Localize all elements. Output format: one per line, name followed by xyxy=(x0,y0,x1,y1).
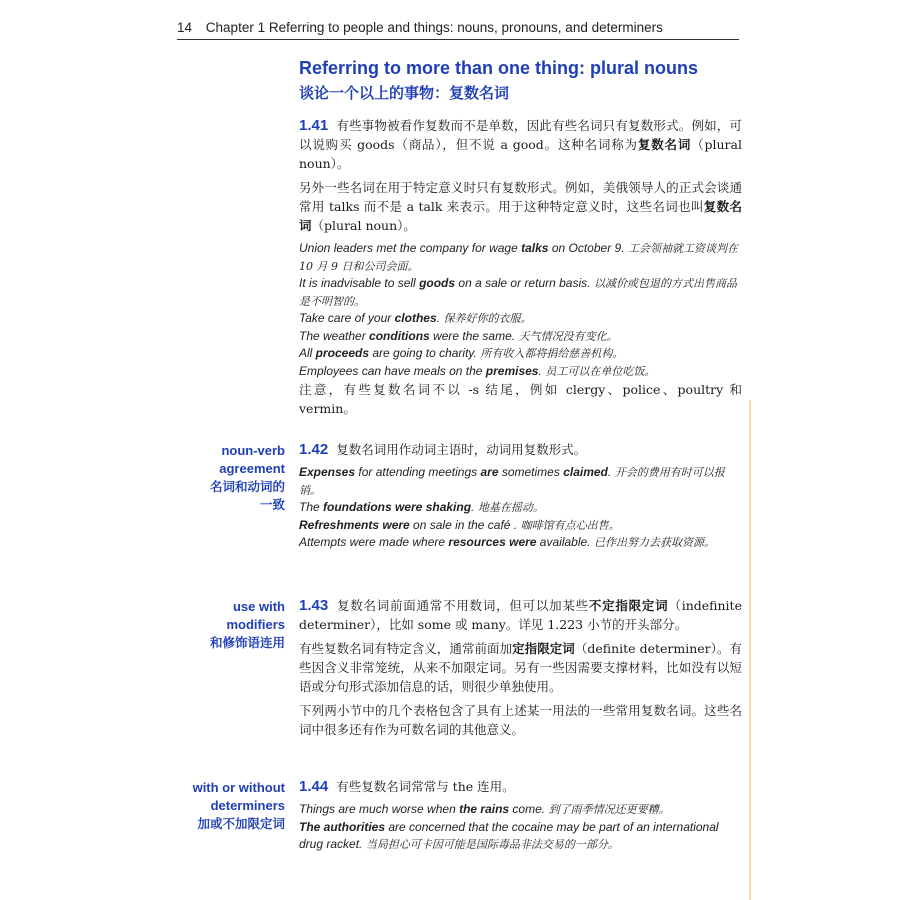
section-title-zh: 谈论一个以上的事物：复数名词 xyxy=(299,84,510,102)
examples-list xyxy=(299,240,742,380)
paragraph: 1.44 有些复数名词常常与 the 连用。 xyxy=(299,778,515,795)
section-number: 1.41 xyxy=(299,117,329,134)
paragraph: 注意，有些复数名词不以 -s 结尾，例如 clergy、police、poultry 和 vermin。 xyxy=(299,382,742,416)
example-sentence: The authorities are concerned that the cocaine may be part of an international drug racket. 当局担心可卡因可能是国际毒品非法交易的一部分。 xyxy=(299,819,719,851)
margin-note-with-or-without-determiners: with or without determiners 加或不加限定词 xyxy=(192,780,285,831)
example-sentence: All proceeds are going to charity. 所有收入都将捐给慈善机构。 xyxy=(299,346,624,360)
example-sentence: The foundations were shaking. 地基在摇动。 xyxy=(299,500,544,514)
term: 复数名词 xyxy=(299,199,742,233)
section-number: 1.44 xyxy=(299,778,329,795)
paragraph: 1.41 有些事物被看作复数而不是单数，因此有些名词只有复数形式。例如，可以说购买 goods（商品），但不说 a good。这种名词称为复数名词（plural noun）。 xyxy=(299,117,742,171)
margin-note-use-with-modifiers: use with modifiers 和修饰语连用 xyxy=(209,599,285,650)
page-number: 14 xyxy=(177,20,193,35)
section-1-42 xyxy=(299,440,742,552)
example-sentence: Attempts were made where resources were available. 已作出努力去获取资源。 xyxy=(299,535,716,549)
example-sentence: The weather conditions were the same. 天气情况没有变化。 xyxy=(299,328,618,343)
section-1-44 xyxy=(299,777,742,854)
term: 不定指限定词 xyxy=(588,598,669,613)
example-sentence: Union leaders met the company for wage talks on October 9. 工会领袖就工资谈判在 10 月 9 日和公司会面。 xyxy=(299,241,739,273)
section-1-41 xyxy=(299,116,742,423)
page-edge-shadow xyxy=(749,400,751,900)
term: 复数名词 xyxy=(637,137,692,152)
examples-list xyxy=(299,801,742,854)
example-sentence: Things are much worse when the rains come. 到了雨季情况还更要糟。 xyxy=(299,802,670,816)
term: 定指限定词 xyxy=(512,641,575,656)
section-number: 1.42 xyxy=(299,441,329,458)
chapter-label: Chapter 1 xyxy=(205,20,266,35)
chapter-title: Referring to people and things: nouns, pronouns, and determiners xyxy=(268,20,663,35)
example-sentence: Take care of your clothes. 保养好你的衣服。 xyxy=(299,311,532,325)
section-1-43 xyxy=(299,596,742,744)
running-header xyxy=(177,20,739,40)
example-sentence: Refreshments were on sale in the café . 咖啡馆有点心出售。 xyxy=(299,517,620,532)
margin-note-noun-verb-agreement: noun-verb agreement 名词和动词的 一致 xyxy=(209,443,285,512)
section-number: 1.43 xyxy=(299,597,329,614)
example-sentence: It is inadvisable to sell goods on a sale or return basis. 以减价或包退的方式出售商品是不明智的。 xyxy=(299,276,737,308)
section-title-en: Referring to more than one thing: plural nouns xyxy=(299,58,698,78)
examples-list xyxy=(299,464,742,552)
paragraph: 下列两小节中的几个表格包含了具有上述某一用法的一些常用复数名词。这些名词中很多还有作为可数名词的其他意义。 xyxy=(299,703,742,737)
paragraph: 1.42 复数名词用作动词主语时，动词用复数形式。 xyxy=(299,441,587,458)
example-sentence: Expenses for attending meetings are sometimes claimed. 开会的费用有时可以报销。 xyxy=(299,465,725,497)
paragraph: 有些复数名词有特定含义，通常前面加定指限定词（definite determiner）。有些因含义非常笼统，从来不加限定词。另有一些因需要支撑材料，比如没有以短语或分句形式添加信息的话，则很少单独使用。 xyxy=(299,641,742,694)
paragraph: 另外一些名词在用于特定意义时只有复数形式。例如，美俄领导人的正式会谈通常用 talks 而不是 a talk 来表示。用于这种特定意义时，这些名词也叫复数名词（plural noun）。 xyxy=(299,180,742,233)
paragraph: 1.43 复数名词前面通常不用数词，但可以加某些不定指限定词（indefinite determiner），比如 some 或 many。详见 1.223 小节的开头部分。 xyxy=(299,597,742,632)
example-sentence: Employees can have meals on the premises. 员工可以在单位吃饭。 xyxy=(299,363,656,378)
